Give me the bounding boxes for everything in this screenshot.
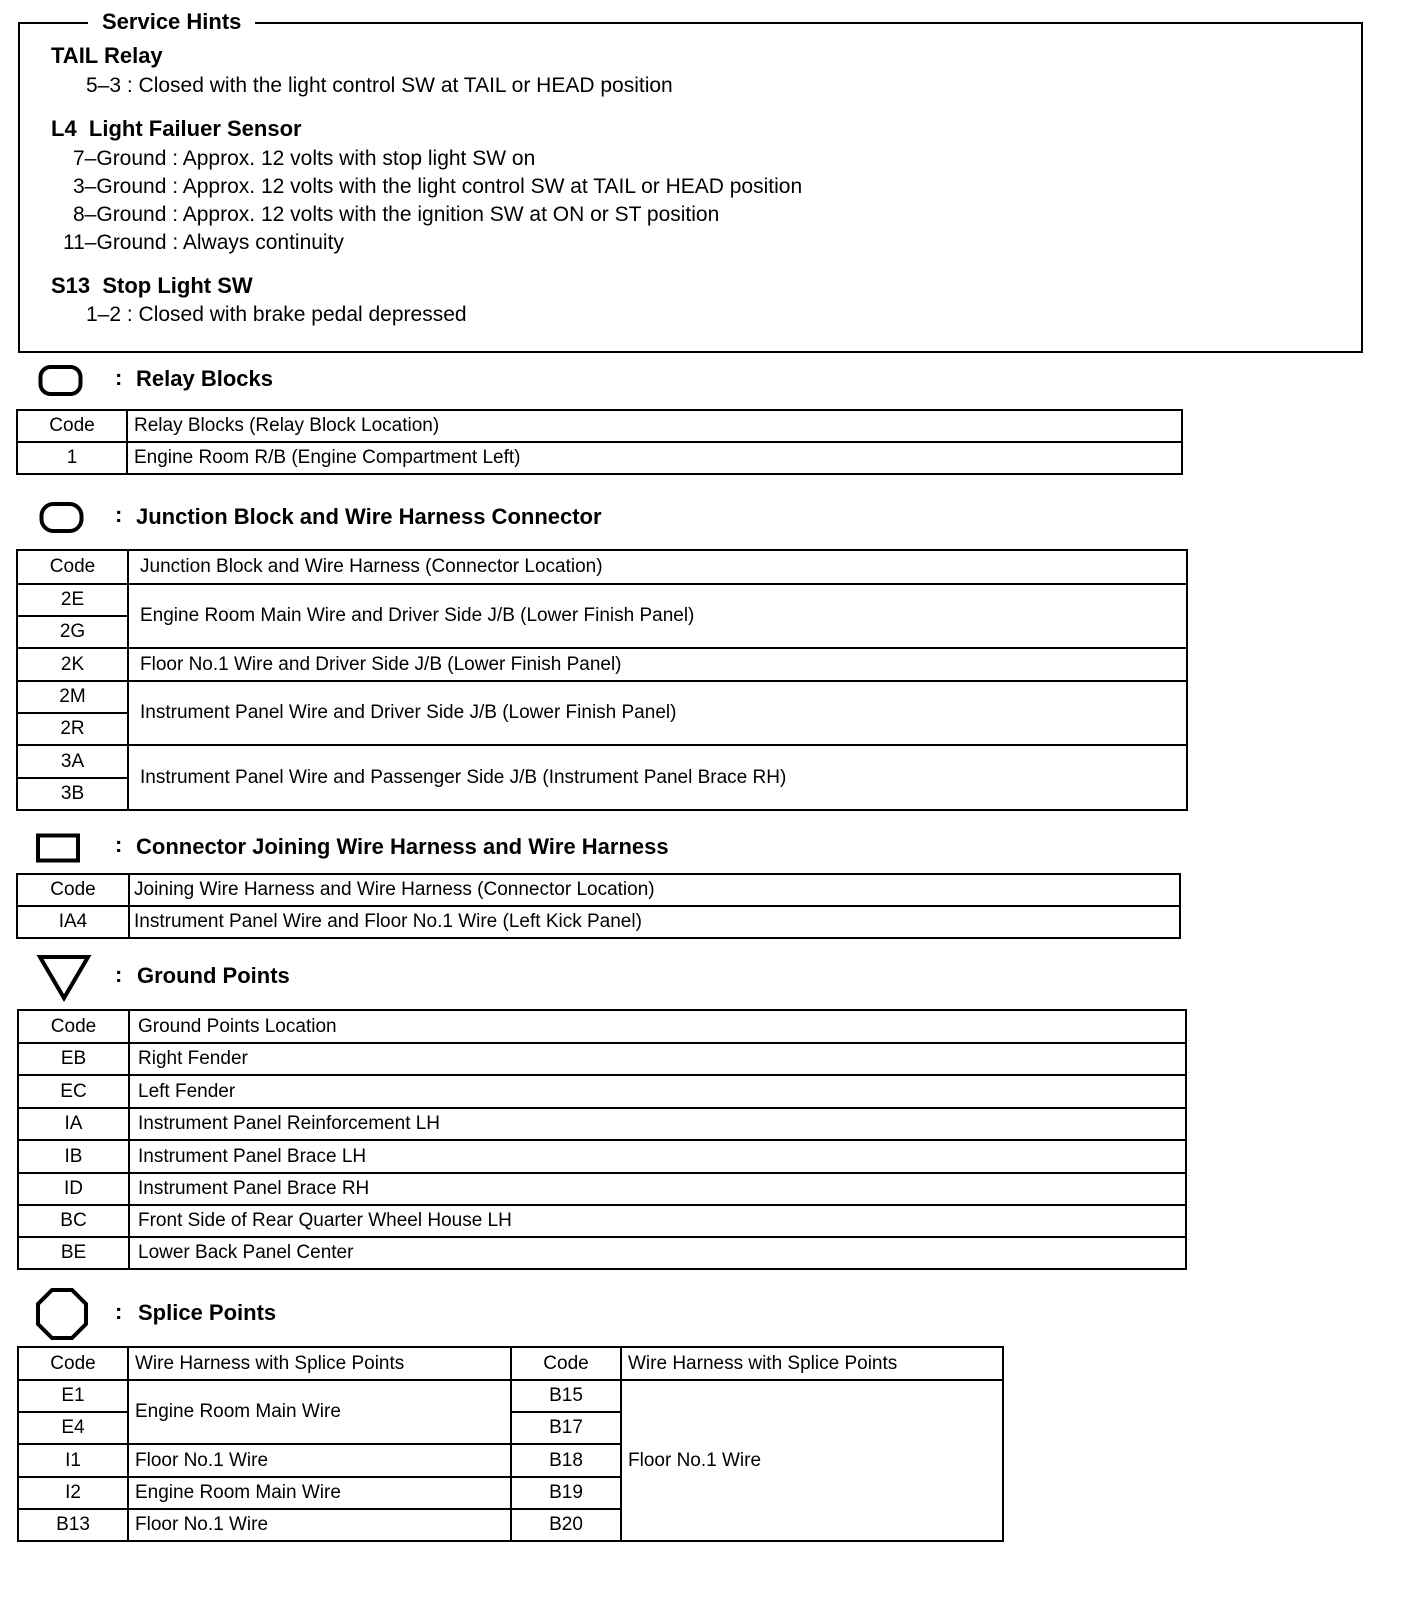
code-cell: 2K: [17, 648, 128, 681]
header-cell: Code: [17, 874, 129, 906]
table-row: [17, 648, 1187, 681]
description-cell: Instrument Panel Wire and Passenger Side J/B (Instrument Panel Brace RH): [128, 745, 1187, 810]
code-cell: B19: [511, 1477, 621, 1509]
table-row: [18, 1075, 1186, 1108]
table-row: [18, 1205, 1186, 1237]
code-cell: ID: [18, 1173, 129, 1205]
ground-points-title: Ground Points: [137, 963, 290, 988]
table-row: [18, 1237, 1186, 1269]
splice-points-table: [17, 1346, 1004, 1542]
code-cell: 2M: [17, 681, 128, 713]
service-hints-title: Service Hints: [88, 9, 255, 35]
code-cell: BC: [18, 1205, 129, 1237]
header-cell: Code: [18, 1010, 129, 1043]
header-cell: Relay Blocks (Relay Block Location): [127, 410, 1182, 442]
table-header-row: [17, 874, 1180, 906]
hint-line: 11–Ground : Always continuity: [63, 231, 344, 254]
code-cell: IA4: [17, 906, 129, 938]
code-cell: E4: [18, 1412, 128, 1444]
description-cell: Right Fender: [129, 1043, 1186, 1075]
header-cell: Ground Points Location: [129, 1010, 1186, 1043]
junction-block-title: Junction Block and Wire Harness Connector: [136, 504, 602, 529]
description-cell: Engine Room Main Wire: [128, 1477, 511, 1509]
section-colon: :: [115, 365, 123, 390]
header-cell: Code: [17, 550, 128, 584]
description-cell: Floor No.1 Wire: [128, 1444, 511, 1477]
hint-line: 3–Ground : Approx. 12 volts with the light control SW at TAIL or HEAD position: [73, 175, 803, 198]
table-row: [18, 1108, 1186, 1140]
code-cell: B13: [18, 1509, 128, 1541]
code-cell: B17: [511, 1412, 621, 1444]
description-cell: Lower Back Panel Center: [129, 1237, 1186, 1269]
hint-line: 1–2 : Closed with brake pedal depressed: [86, 303, 467, 326]
table-row: [17, 906, 1180, 938]
description-cell: Floor No.1 Wire: [621, 1380, 1003, 1541]
table-header-row: [17, 550, 1187, 584]
relay-blocks-table: [16, 409, 1183, 475]
code-cell: 3B: [17, 778, 128, 810]
header-cell: Code: [17, 410, 127, 442]
hint-heading-light-failure-sensor: L4 Light Failuer Sensor: [51, 116, 302, 141]
description-cell: Engine Room R/B (Engine Compartment Left): [127, 442, 1182, 474]
section-colon: :: [115, 962, 123, 987]
rectangle-icon: [36, 833, 82, 865]
code-cell: I1: [18, 1444, 128, 1477]
table-header-row: [18, 1347, 1003, 1380]
table-row: [18, 1380, 1003, 1412]
hint-heading-stop-light-sw: S13 Stop Light SW: [51, 273, 253, 298]
description-cell: Instrument Panel Wire and Driver Side J/B (Lower Finish Panel): [128, 681, 1187, 745]
table-row: [17, 442, 1182, 474]
table-row: [18, 1140, 1186, 1173]
code-cell: B18: [511, 1444, 621, 1477]
header-cell: Wire Harness with Splice Points: [621, 1347, 1003, 1380]
description-cell: Instrument Panel Brace LH: [129, 1140, 1186, 1173]
code-cell: BE: [18, 1237, 129, 1269]
code-cell: I2: [18, 1477, 128, 1509]
code-cell: 2G: [17, 616, 128, 648]
description-cell: Engine Room Main Wire: [128, 1380, 511, 1444]
header-cell: Code: [18, 1347, 128, 1380]
code-cell: 1: [17, 442, 127, 474]
description-cell: Floor No.1 Wire: [128, 1509, 511, 1541]
splice-points-title: Splice Points: [138, 1300, 277, 1325]
code-cell: 2R: [17, 713, 128, 745]
code-cell: 2E: [17, 584, 128, 616]
rounded-rect-icon: [38, 364, 84, 398]
code-cell: 3A: [17, 745, 128, 778]
code-cell: E1: [18, 1380, 128, 1412]
hint-heading-tail-relay: TAIL Relay: [51, 43, 163, 68]
header-cell: Junction Block and Wire Harness (Connector Location): [128, 550, 1187, 584]
header-cell: Code: [511, 1347, 621, 1380]
code-cell: IA: [18, 1108, 129, 1140]
section-colon: :: [115, 1299, 123, 1324]
ground-points-table: [17, 1009, 1187, 1270]
table-row: [17, 745, 1187, 778]
section-colon: :: [115, 832, 123, 857]
header-cell: Joining Wire Harness and Wire Harness (Connector Location): [129, 874, 1180, 906]
table-header-row: [18, 1010, 1186, 1043]
description-cell: Engine Room Main Wire and Driver Side J/B (Lower Finish Panel): [128, 584, 1187, 648]
description-cell: Left Fender: [129, 1075, 1186, 1108]
hint-line: 7–Ground : Approx. 12 volts with stop light SW on: [73, 147, 536, 170]
code-cell: B15: [511, 1380, 621, 1412]
code-cell: EB: [18, 1043, 129, 1075]
hint-line: 8–Ground : Approx. 12 volts with the ignition SW at ON or ST position: [73, 203, 720, 226]
description-cell: Instrument Panel Brace RH: [129, 1173, 1186, 1205]
junction-block-table: [16, 549, 1188, 811]
code-cell: IB: [18, 1140, 129, 1173]
description-cell: Instrument Panel Reinforcement LH: [129, 1108, 1186, 1140]
table-row: [17, 681, 1187, 713]
connector-joining-title: Connector Joining Wire Harness and Wire Harness: [136, 834, 669, 859]
table-row: [18, 1043, 1186, 1075]
code-cell: EC: [18, 1075, 129, 1108]
header-cell: Wire Harness with Splice Points: [128, 1347, 511, 1380]
table-row: [18, 1173, 1186, 1205]
section-colon: :: [115, 502, 123, 527]
description-cell: Instrument Panel Wire and Floor No.1 Wire (Left Kick Panel): [129, 906, 1180, 938]
rounded-rect-icon: [38, 501, 84, 535]
table-header-row: [17, 410, 1182, 442]
triangle-down-icon: [36, 953, 92, 1003]
hint-line: 5–3 : Closed with the light control SW at TAIL or HEAD position: [86, 74, 673, 97]
table-row: [17, 584, 1187, 616]
connector-joining-table: [16, 873, 1181, 939]
description-cell: Front Side of Rear Quarter Wheel House LH: [129, 1205, 1186, 1237]
octagon-icon: [35, 1287, 89, 1341]
relay-blocks-title: Relay Blocks: [136, 366, 273, 391]
description-cell: Floor No.1 Wire and Driver Side J/B (Lower Finish Panel): [128, 648, 1187, 681]
code-cell: B20: [511, 1509, 621, 1541]
